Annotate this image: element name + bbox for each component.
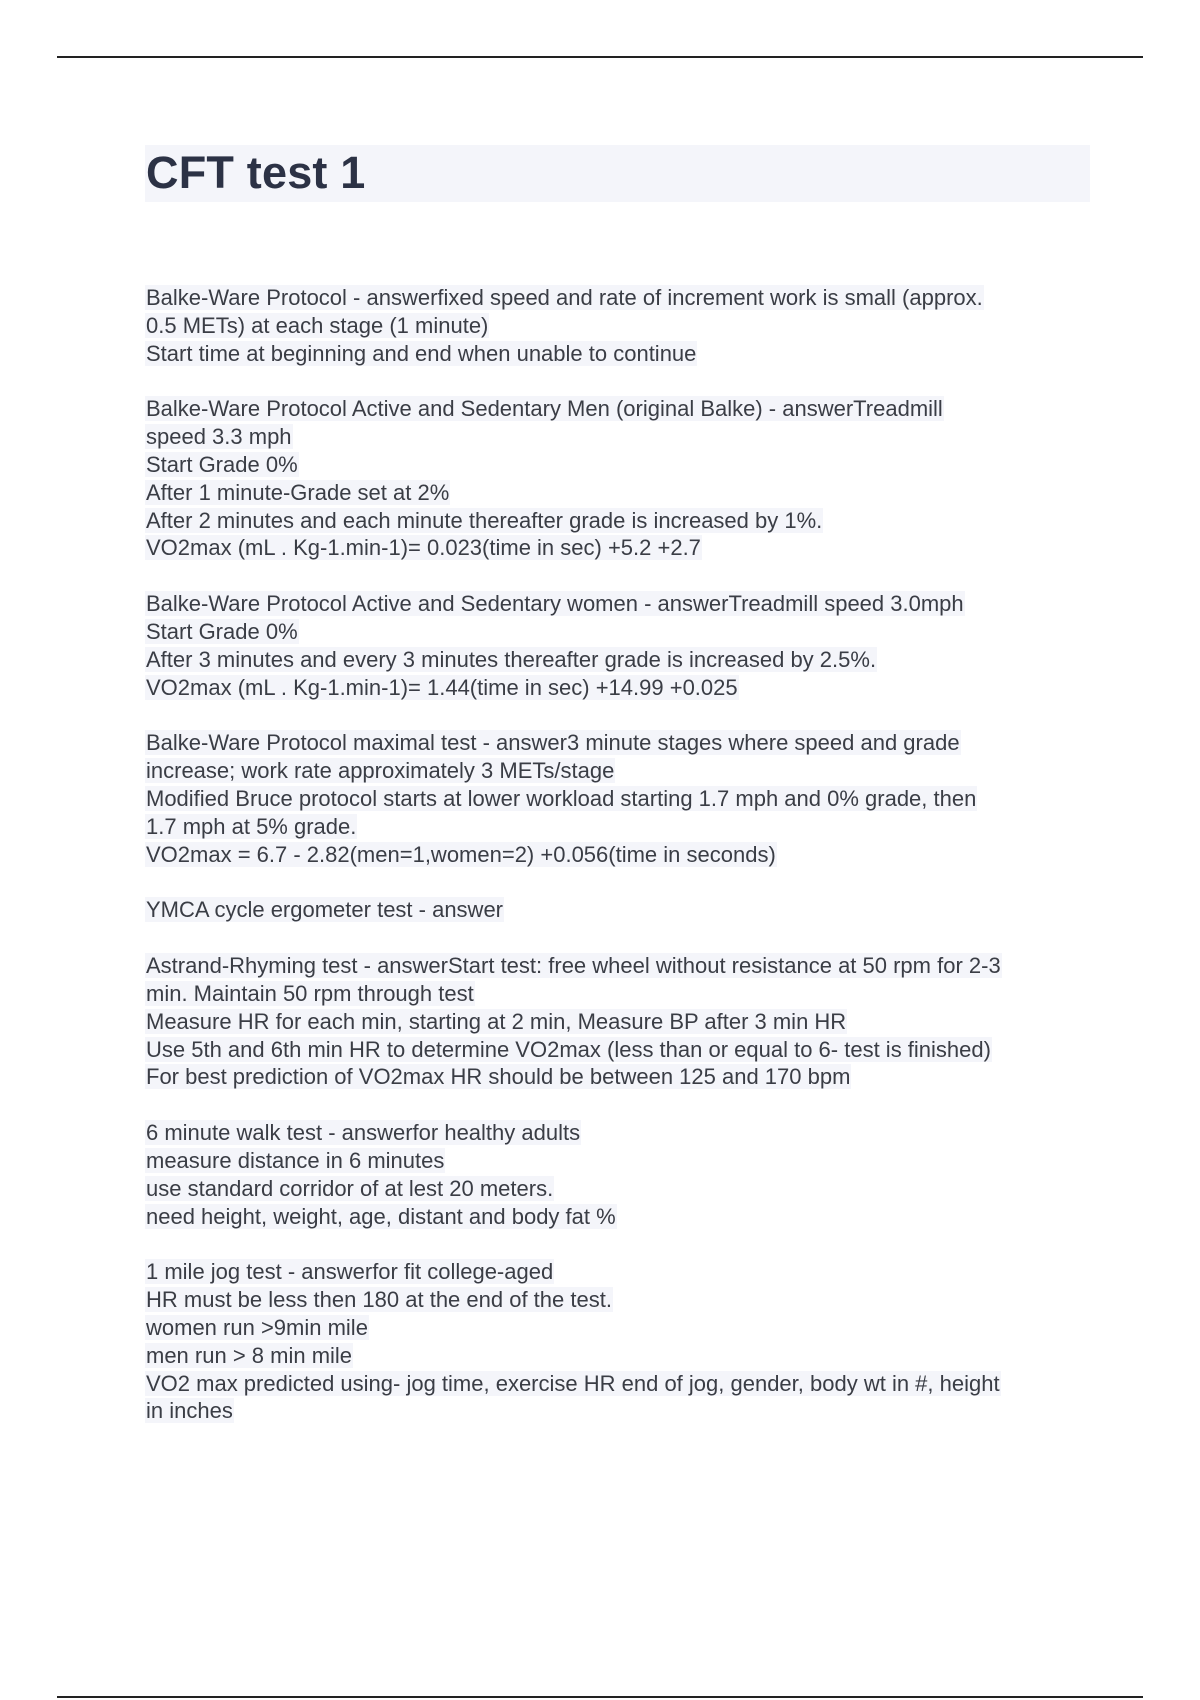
entry-question-line [145, 1258, 1090, 1286]
entry-answer-line [145, 1147, 1090, 1175]
entry-text: speed 3.3 mph [146, 424, 292, 450]
entry-answer-line [145, 757, 1090, 785]
entry-text: Measure HR for each min, starting at 2 min, Measure BP after 3 min HR [146, 1008, 847, 1034]
entry-text: Balke-Ware Protocol Active and Sedentary women - answerTreadmill speed 3.0mph [146, 591, 964, 617]
flashcard-entry [145, 395, 1090, 562]
entry-text: men run > 8 min mile [146, 1342, 353, 1368]
entry-text: women run >9min mile [146, 1314, 368, 1340]
flashcard-entry [145, 1119, 1090, 1230]
entry-text: Use 5th and 6th min HR to determine VO2max (less than or equal to 6- test is finished) [146, 1036, 991, 1062]
entry-question-line [145, 590, 1090, 618]
entry-text: Astrand-Rhyming test - answerStart test: free wheel without resistance at 50 rpm for 2-3 [146, 953, 1001, 979]
entry-answer-line [145, 312, 1090, 340]
entry-answer-line [145, 1063, 1090, 1091]
entry-text: After 1 minute-Grade set at 2% [146, 479, 450, 505]
entry-answer-line [145, 1370, 1090, 1398]
entry-text: VO2 max predicted using- jog time, exercise HR end of jog, gender, body wt in #, height [146, 1370, 1000, 1396]
entry-text: Balke-Ware Protocol - answerfixed speed and rate of increment work is small (approx. [146, 285, 983, 310]
entry-text: VO2max = 6.7 - 2.82(men=1,women=2) +0.056(time in seconds) [146, 841, 776, 867]
entry-text: After 2 minutes and each minute thereafter grade is increased by 1%. [146, 507, 823, 533]
entry-answer-line [145, 813, 1090, 841]
entry-question-line [145, 1119, 1090, 1147]
entry-question-line [145, 729, 1090, 757]
entry-text: Modified Bruce protocol starts at lower workload starting 1.7 mph and 0% grade, then [146, 785, 977, 811]
entry-text: Balke-Ware Protocol maximal test - answer3 minute stages where speed and grade [146, 730, 960, 756]
flashcard-entry [145, 1258, 1090, 1425]
entry-question-line [145, 952, 1090, 980]
page-title: CFT test 1 [146, 147, 366, 198]
entry-text: VO2max (mL . Kg-1.min-1)= 1.44(time in sec) +14.99 +0.025 [146, 674, 738, 700]
entry-text: HR must be less then 180 at the end of the test. [146, 1287, 612, 1313]
entry-answer-line [145, 1203, 1090, 1231]
entry-answer-line [145, 1036, 1090, 1064]
entry-text: 6 minute walk test - answerfor healthy adults [146, 1120, 581, 1146]
entry-text: increase; work rate approximately 3 METs/stage [146, 758, 615, 784]
entry-answer-line [145, 534, 1090, 562]
entry-answer-line [145, 479, 1090, 507]
flashcard-list [145, 284, 1090, 1453]
entry-question-line [145, 395, 1090, 423]
flashcard-entry [145, 590, 1090, 701]
entry-question-line [145, 284, 1090, 312]
entry-answer-line [145, 1342, 1090, 1370]
entry-text: VO2max (mL . Kg-1.min-1)= 0.023(time in sec) +5.2 +2.7 [146, 535, 701, 561]
entry-answer-line [145, 451, 1090, 479]
entry-text: Start Grade 0% [146, 451, 298, 477]
entry-answer-line [145, 841, 1090, 869]
entry-answer-line [145, 1008, 1090, 1036]
entry-text: 1.7 mph at 5% grade. [146, 813, 357, 839]
entry-text: For best prediction of VO2max HR should be between 125 and 170 bpm [146, 1064, 851, 1090]
entry-question-line [145, 896, 1090, 924]
entry-answer-line [145, 1314, 1090, 1342]
entry-text: use standard corridor of at lest 20 meters. [146, 1175, 554, 1201]
flashcard-entry [145, 896, 1090, 924]
entry-text: in inches [146, 1398, 233, 1424]
entry-text: After 3 minutes and every 3 minutes thereafter grade is increased by 2.5%. [146, 646, 877, 672]
entry-answer-line [145, 1175, 1090, 1203]
entry-answer-line [145, 340, 1090, 368]
entry-answer-line [145, 1286, 1090, 1314]
entry-text: 1 mile jog test - answerfor fit college-aged [146, 1259, 554, 1285]
entry-answer-line [145, 618, 1090, 646]
top-divider [57, 56, 1143, 58]
flashcard-entry [145, 729, 1090, 868]
entry-text: measure distance in 6 minutes [146, 1147, 445, 1173]
entry-text: YMCA cycle ergometer test - answer [146, 897, 504, 923]
entry-answer-line [145, 785, 1090, 813]
entry-text: 0.5 METs) at each stage (1 minute) [146, 312, 489, 338]
entry-answer-line [145, 1397, 1090, 1425]
entry-answer-line [145, 646, 1090, 674]
entry-answer-line [145, 507, 1090, 535]
flashcard-entry [145, 284, 1090, 367]
entry-text: Balke-Ware Protocol Active and Sedentary Men (original Balke) - answerTreadmill [146, 396, 943, 422]
entry-answer-line [145, 423, 1090, 451]
entry-text: Start time at beginning and end when unable to continue [146, 340, 697, 366]
entry-text: need height, weight, age, distant and body fat % [146, 1203, 616, 1229]
entry-text: min. Maintain 50 rpm through test [146, 980, 474, 1006]
entry-answer-line [145, 980, 1090, 1008]
entry-answer-line [145, 674, 1090, 702]
entry-text: Start Grade 0% [146, 618, 298, 644]
flashcard-entry [145, 952, 1090, 1091]
bottom-divider [57, 1696, 1143, 1698]
